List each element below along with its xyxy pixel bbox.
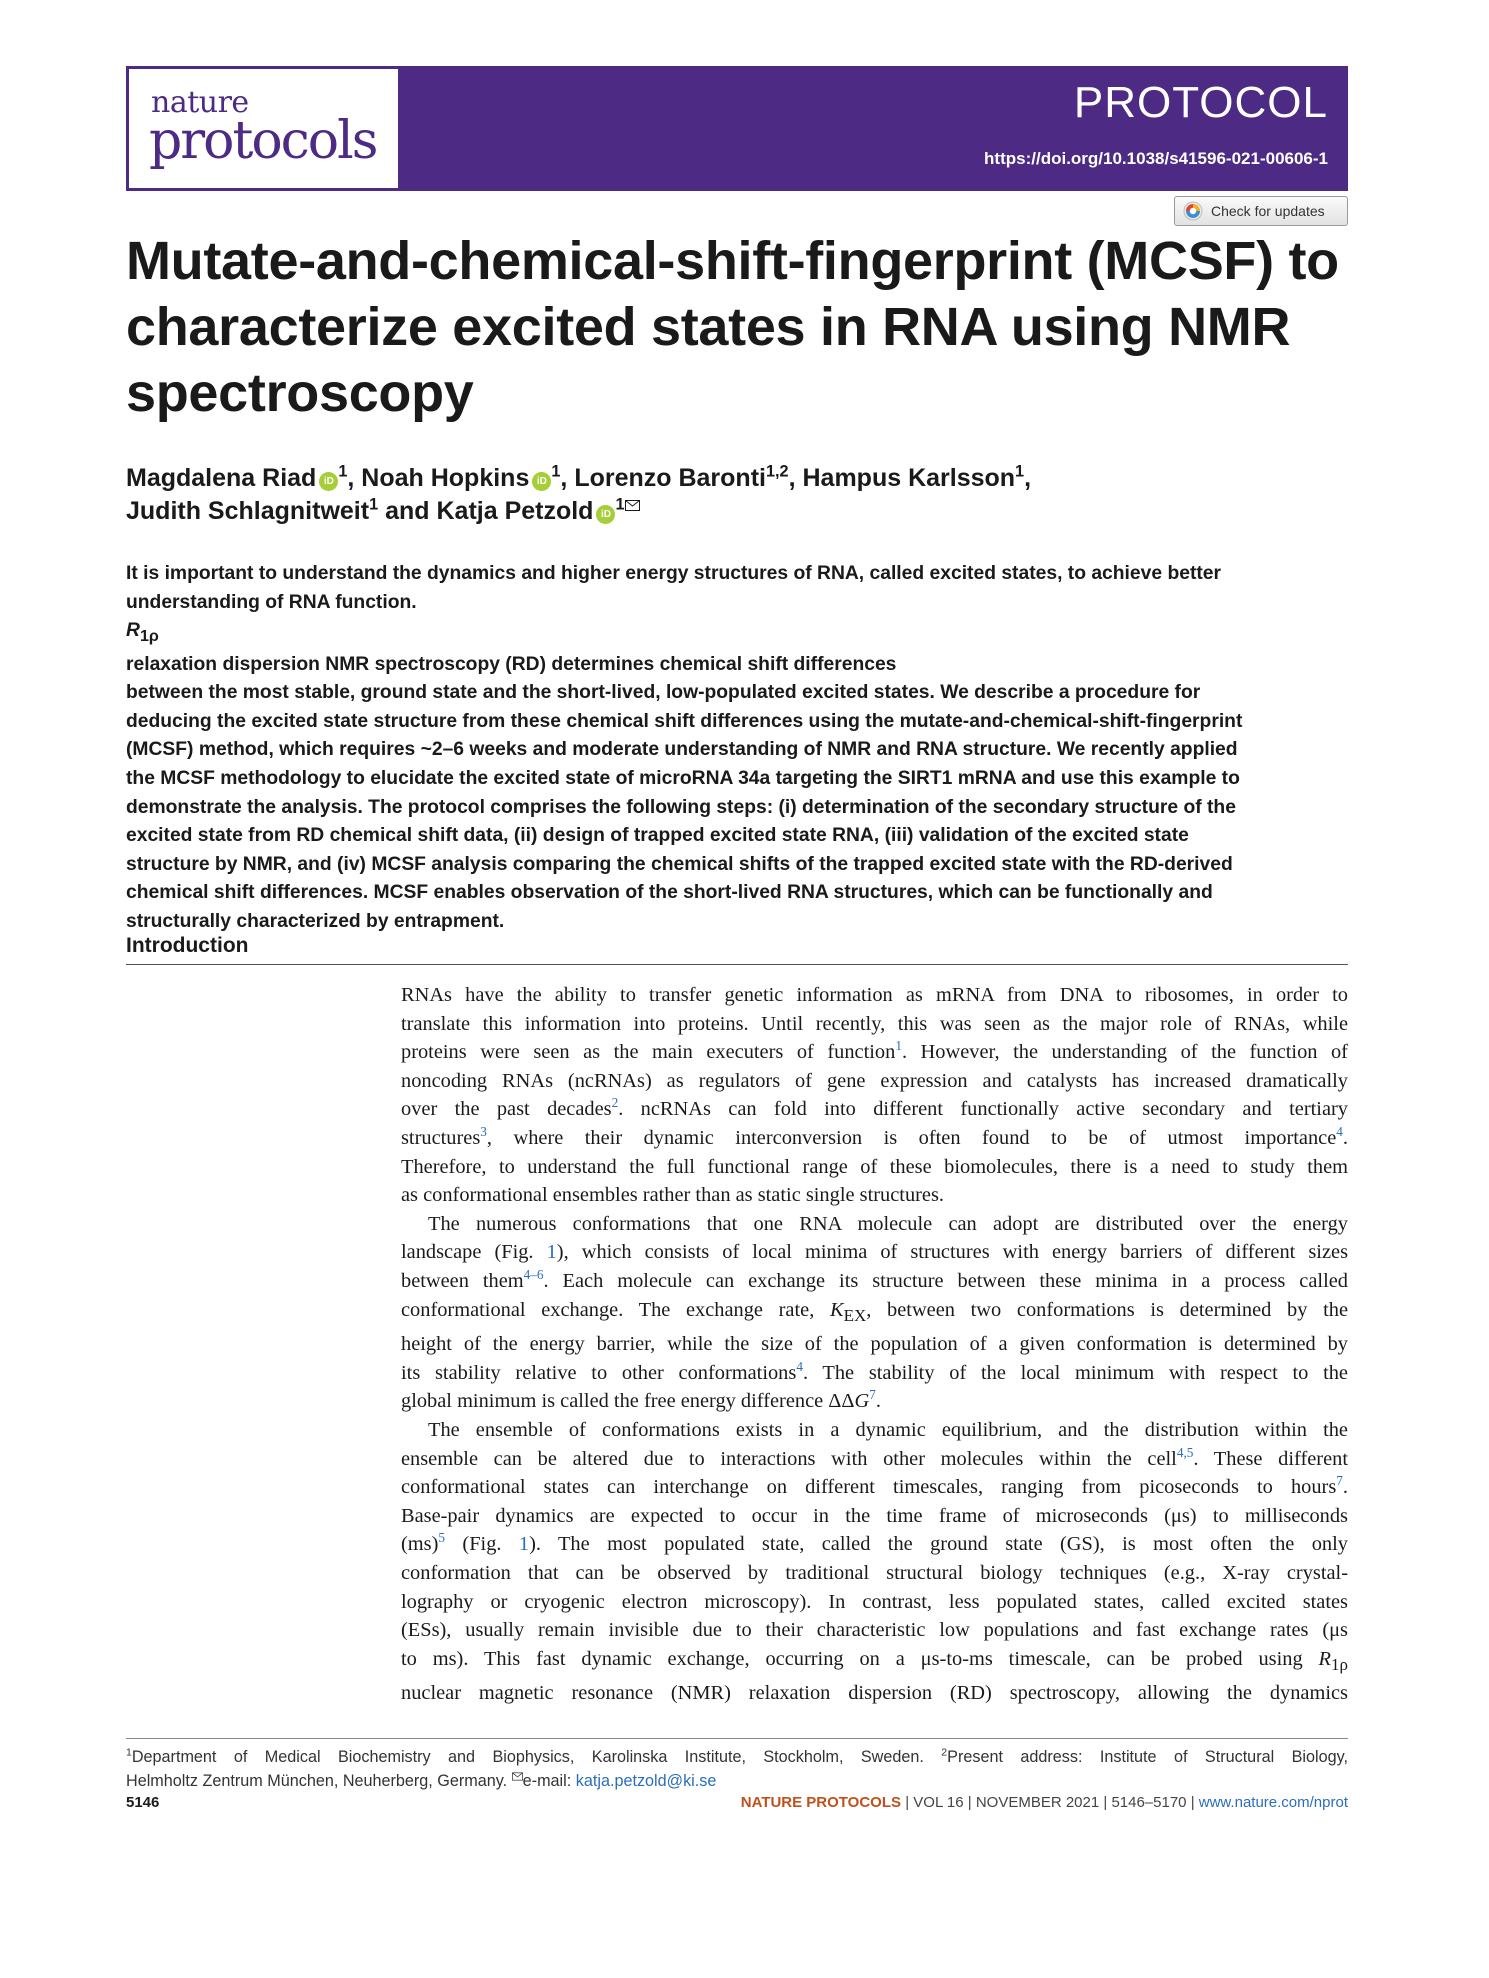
author-affiliation: 1: [615, 495, 625, 514]
abstract-line: the MCSF methodology to elucidate the excited state of microRNA 34a targeting the SIRT1 mRNA and use this example to: [126, 768, 1240, 790]
body-line: Base-pair dynamics are expected to occur in the time frame of microseconds (μs) to milliseconds: [401, 1504, 1348, 1527]
page-number: 5146: [126, 1794, 160, 1811]
r1rho-symbol: R: [126, 620, 140, 642]
abstract-line: [126, 589, 1348, 680]
check-for-updates-label: Check for updates: [1211, 203, 1325, 219]
body-line: RNAs have the ability to transfer genetic information as mRNA from DNA to ribosomes, in order to: [401, 984, 1348, 1006]
author-separator: ,: [347, 464, 355, 492]
check-for-updates-button[interactable]: [1174, 196, 1348, 226]
author[interactable]: [802, 464, 1024, 492]
reference-link[interactable]: 1: [895, 1038, 902, 1054]
logo-protocols-text: protocols: [149, 111, 377, 171]
body-text-run: . The stability of the local minimum with respect to the: [802, 1361, 1348, 1384]
body-line: [401, 1645, 1348, 1680]
envelope-icon: [512, 1772, 523, 1781]
r1rho-symbol: R: [1318, 1647, 1332, 1670]
body-text-run: .: [875, 1390, 881, 1413]
body-text-run: . Each molecule can exchange its structure between these minima in a process called: [543, 1269, 1348, 1292]
body-line: The ensemble of conformations exists in a dynamic equilibrium, and the distribution within the: [428, 1418, 1348, 1441]
r1rho-subscript: 1ρ: [139, 627, 159, 646]
doi-link[interactable]: https://doi.org/10.1038/s41596-021-00606-1: [984, 149, 1328, 168]
page-footer: [126, 1794, 1348, 1816]
article-type: PROTOCOL: [1073, 78, 1328, 127]
author-separator: ,: [560, 464, 568, 492]
footnote-text: Helmholtz Zentrum München, Neuherberg, Germany.: [126, 1772, 512, 1790]
author-separator: ,: [1024, 464, 1032, 492]
abstract-line: between the most stable, ground state and the short-lived, low-populated excited states. We describe a procedure for: [126, 682, 1201, 704]
author-affiliation: 1: [338, 462, 348, 481]
author-affiliation: 1: [1015, 462, 1025, 481]
body-line: [401, 1267, 1348, 1296]
body-text-run: between them: [401, 1269, 524, 1292]
author[interactable]: [574, 464, 788, 492]
author[interactable]: [436, 497, 639, 525]
body-text-run: ), which consists of local minima of structures with energy barriers of different sizes: [556, 1241, 1349, 1264]
author-name: Katja Petzold: [436, 497, 594, 525]
author-affiliation: 1: [369, 495, 379, 514]
body-text-run: its stability relative to other conformations: [401, 1361, 797, 1384]
body-text-run: proteins were seen as the main executers of function: [401, 1041, 896, 1064]
author-and: and: [385, 497, 430, 525]
body-line: [401, 1387, 1348, 1416]
logo-nature-text: nature: [151, 85, 249, 120]
body-line: (ESs), usually remain invisible due to their characteristic low populations and fast exchange rates (μs: [401, 1619, 1348, 1642]
author[interactable]: [361, 464, 560, 492]
body-line: noncoding RNAs (ncRNAs) as regulators of gene expression and catalysts has increased dramatically: [401, 1069, 1348, 1092]
journal-header: [126, 66, 1348, 191]
abstract-text: relaxation dispersion NMR spectroscopy (RD) determines chemical shift differences: [126, 653, 897, 675]
journal-name: NATURE PROTOCOLS: [740, 1794, 902, 1811]
author-affiliation: 1,2: [765, 462, 789, 481]
footer-separator: |: [1099, 1794, 1112, 1811]
body-text-run: ). The most populated state, called the ground state (GS), is most often the only: [529, 1533, 1348, 1556]
body-line: [401, 1530, 1348, 1559]
reference-link[interactable]: 7: [869, 1387, 876, 1403]
body-text-run: ensemble can be altered due to interactions with other molecules within the cell: [401, 1447, 1177, 1470]
body-text-run: .: [1342, 1126, 1348, 1149]
header-banner: [398, 66, 1348, 191]
journal-citation: [741, 1794, 1348, 1811]
reference-link[interactable]: 4,5: [1176, 1444, 1194, 1460]
abstract-line: demonstrate the analysis. The protocol comprises the following steps: (i) determination of the secondary structure of the: [126, 796, 1236, 818]
body-line: [401, 1095, 1348, 1124]
body-text-run: , where their dynamic interconversion is often found to be of utmost importance: [486, 1126, 1337, 1149]
email-link[interactable]: katja.petzold@ki.se: [575, 1772, 717, 1790]
body-line: [401, 1124, 1348, 1153]
footer-separator: |: [963, 1794, 976, 1811]
footnote-marker: 2: [941, 1746, 948, 1759]
orcid-icon[interactable]: iD: [596, 505, 615, 524]
abstract-text: understanding of RNA function.: [126, 591, 417, 613]
journal-website-link[interactable]: www.nature.com/nprot: [1198, 1794, 1348, 1811]
body-text-run: conformational states can interchange on different timescales, ranging from picoseconds to hours: [401, 1476, 1337, 1499]
reference-link[interactable]: 3: [480, 1124, 487, 1140]
footnote-marker: 1: [126, 1746, 132, 1759]
page-range: 5146–5170: [1111, 1794, 1187, 1811]
g-symbol: G: [854, 1390, 870, 1413]
reference-link[interactable]: 5: [438, 1530, 446, 1546]
body-text-run: global minimum is called the free energy difference ΔΔ: [401, 1390, 855, 1413]
body-line: conformation that can be observed by traditional structural biology techniques (e.g., X-ray crystal-: [401, 1561, 1348, 1584]
abstract-line: excited state from RD chemical shift data, (ii) design of trapped excited state RNA, (iii) validation of the excited state: [126, 825, 1189, 847]
author-separator: ,: [788, 464, 796, 492]
abstract-line: It is important to understand the dynamics and higher energy structures of RNA, called excited states, to achieve better: [126, 563, 1222, 584]
abstract: [126, 560, 1348, 937]
body-line: Therefore, to understand the full functional range of these biomolecules, there is a need to study them: [401, 1155, 1348, 1178]
author-name: Lorenzo Baronti: [574, 464, 766, 492]
footnote-text: Department of Medical Biochemistry and Biophysics, Karolinska Institute, Stockholm, Sweden.: [131, 1748, 942, 1766]
volume: VOL 16: [913, 1794, 964, 1811]
body-text-run: structures: [401, 1126, 481, 1149]
body-line: translate this information into proteins. Until recently, this was seen as the major role of RNAs, while: [401, 1012, 1348, 1035]
reference-link[interactable]: 2: [611, 1095, 619, 1111]
author-name: Noah Hopkins: [361, 464, 530, 492]
body-text-run: over the past decades: [401, 1098, 612, 1121]
body-text-run: (Fig.: [445, 1533, 519, 1556]
crossmark-icon: [1183, 201, 1203, 221]
body-text-run: .: [1342, 1476, 1348, 1499]
reference-link[interactable]: 4: [796, 1359, 803, 1374]
footnote-text: e-mail:: [522, 1772, 576, 1790]
footnote-line: [126, 1745, 1348, 1769]
author-name: Magdalena Riad: [126, 464, 317, 492]
author-affiliation: 1: [551, 462, 561, 481]
abstract-line: structurally characterized by entrapment.: [126, 910, 505, 932]
body-line: [401, 1238, 1348, 1267]
body-text-run: to ms). This fast dynamic exchange, occurring on a μs-to-ms timescale, can be probed using: [401, 1647, 1319, 1670]
body-line: [401, 1038, 1348, 1067]
body-text-run: conformational exchange. The exchange rate,: [401, 1298, 830, 1321]
abstract-line: (MCSF) method, which requires ~2–6 weeks and moderate understanding of NMR and RNA structure. We recently applied: [126, 739, 1238, 761]
reference-link[interactable]: 7: [1336, 1473, 1343, 1489]
body-text-run: . However, the understanding of the function of: [901, 1041, 1348, 1064]
footnote-divider: [126, 1738, 1348, 1739]
body-line: [401, 1359, 1348, 1388]
footer-separator: |: [1186, 1794, 1199, 1811]
author[interactable]: [126, 464, 347, 492]
kex-symbol: K: [829, 1298, 844, 1321]
body-text-run: landscape (Fig.: [401, 1241, 547, 1264]
footnote-line: [126, 1769, 1348, 1793]
reference-link[interactable]: 4–6: [523, 1267, 544, 1283]
reference-link[interactable]: 4: [1336, 1124, 1343, 1140]
section-heading-introduction: Introduction: [126, 934, 1348, 965]
body-line: height of the energy barrier, while the size of the population of a given conformation is determined by: [401, 1333, 1348, 1356]
body-line: [401, 1473, 1348, 1502]
body-text-run: . These different: [1193, 1447, 1348, 1470]
author-list: [126, 462, 1356, 528]
author-name: Hampus Karlsson: [802, 464, 1016, 492]
journal-logo[interactable]: [126, 66, 404, 191]
email-icon[interactable]: [625, 500, 640, 511]
figure-link[interactable]: 1: [546, 1241, 557, 1264]
figure-link[interactable]: 1: [518, 1533, 530, 1556]
footnote-text: Present address: Institute of Structural Biology,: [947, 1748, 1348, 1766]
orcid-icon[interactable]: iD: [532, 472, 551, 491]
body-line: as conformational ensembles rather than as static single structures.: [401, 1184, 945, 1207]
body-line: lography or cryogenic electron microscopy). In contrast, less populated states, called excited states: [401, 1590, 1348, 1613]
abstract-line: deducing the excited state structure from these chemical shift differences using the mutate-and-chemical-shift-fingerprint: [126, 710, 1243, 732]
author-name: Judith Schlagnitweit: [126, 497, 370, 525]
body-text-run: . ncRNAs can fold into different functionally active secondary and tertiary: [618, 1098, 1348, 1121]
r1rho-subscript: 1ρ: [1331, 1654, 1348, 1674]
body-text-run: , between two conformations is determined by the: [866, 1298, 1348, 1321]
abstract-line: structure by NMR, and (iv) MCSF analysis comparing the chemical shifts of the trapped excited state with the RD-derived: [126, 853, 1233, 875]
body-line: [401, 1445, 1348, 1474]
kex-subscript: EX: [843, 1305, 867, 1325]
abstract-line: chemical shift differences. MCSF enables observation of the short-lived RNA structures, which can be functionally and: [126, 882, 1213, 904]
issue-date: NOVEMBER 2021: [975, 1794, 1100, 1811]
author[interactable]: [126, 497, 378, 525]
orcid-icon[interactable]: iD: [319, 472, 338, 491]
body-text-run: (ms): [401, 1533, 439, 1556]
body-line: nuclear magnetic resonance (NMR) relaxation dispersion (RD) spectroscopy, allowing the dynamics: [401, 1682, 1348, 1705]
body-line: [401, 1296, 1348, 1331]
footer-separator: |: [901, 1794, 914, 1811]
body-text: [401, 981, 1348, 1708]
article-title: Mutate-and-chemical-shift-fingerprint (MCSF) to characterize excited states in RNA using NMR spectroscopy: [126, 231, 1339, 423]
body-line: The numerous conformations that one RNA molecule can adopt are distributed over the energy: [428, 1212, 1348, 1235]
affiliations-footnote: [126, 1745, 1348, 1793]
